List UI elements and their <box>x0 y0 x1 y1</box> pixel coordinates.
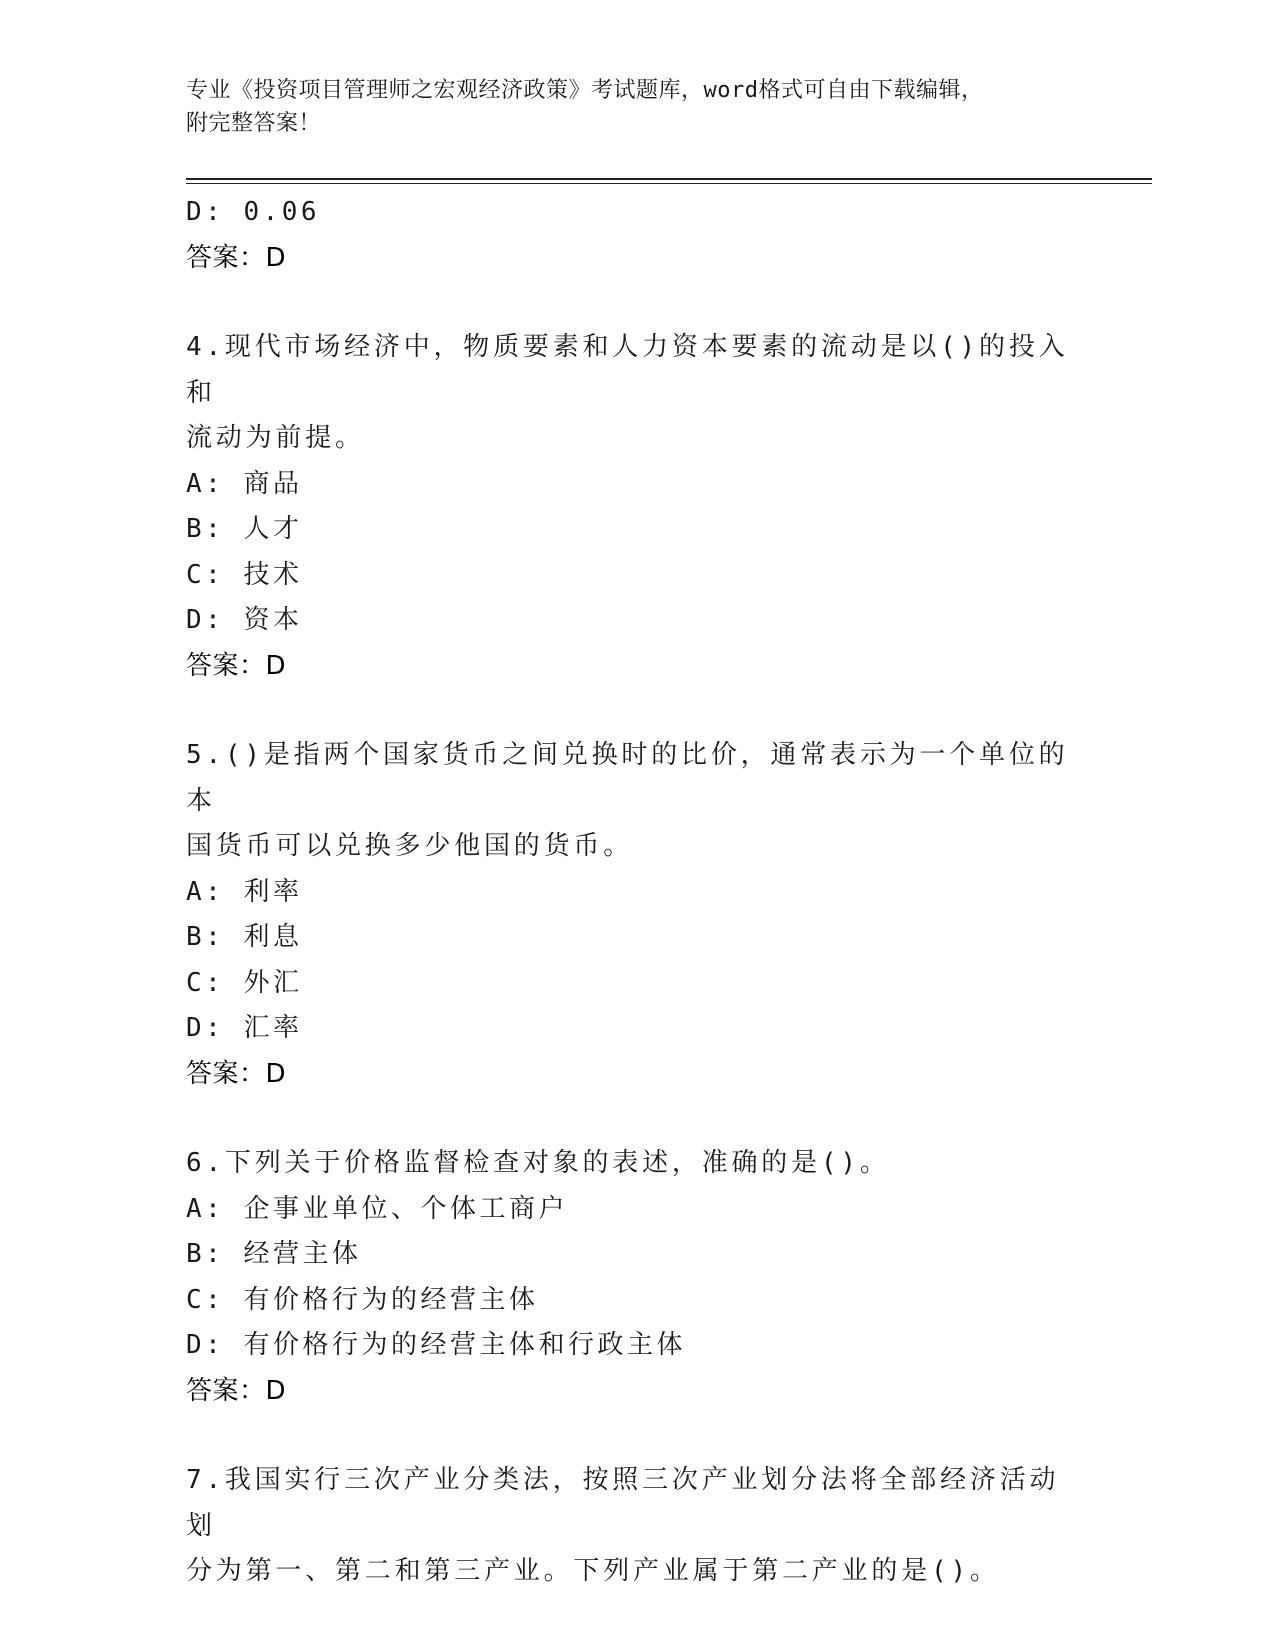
header-rule-thin <box>186 183 1152 184</box>
answer-line: 答案：D <box>186 650 287 681</box>
question-block <box>186 1141 1086 1414</box>
option-c: C: 有价格行为的经营主体 <box>186 1284 539 1315</box>
option-b: B: 经营主体 <box>186 1239 362 1269</box>
question-block <box>186 325 1086 689</box>
question-block <box>186 1458 1086 1595</box>
question-block <box>186 733 1086 1097</box>
option-d: D: 有价格行为的经营主体和行政主体 <box>186 1330 686 1360</box>
document-header <box>186 74 1066 140</box>
option-b: B: 利息 <box>186 922 303 952</box>
question-stem-line: 分为第一、第二和第三产业。下列产业属于第二产业的是()。 <box>186 1556 1000 1586</box>
question-stem-line: 6.下列关于价格监督检查对象的表述，准确的是()。 <box>186 1148 890 1178</box>
question-stem-line: 5.()是指两个国家货币之间兑换时的比价，通常表示为一个单位的本 <box>186 740 1069 816</box>
question-stem-line: 国货币可以兑换多少他国的货币。 <box>186 831 634 861</box>
question-stem-line: 7.我国实行三次产业分类法，按照三次产业划分法将全部经济活动划 <box>186 1465 1060 1541</box>
option-b: B: 人才 <box>186 514 303 544</box>
header-line-1: 专业《投资项目管理师之宏观经济政策》考试题库，word格式可自由下载编辑， <box>186 78 984 103</box>
question-stem-line: 流动为前提。 <box>186 423 365 453</box>
question-content <box>186 190 1086 1595</box>
option-d: D: 资本 <box>186 605 303 635</box>
option-c: C: 技术 <box>186 559 303 590</box>
prev-option-d: D: 0.06 <box>186 197 321 227</box>
spacer <box>186 1414 1086 1458</box>
option-c: C: 外汇 <box>186 967 303 998</box>
prev-answer: 答案：D <box>186 242 287 273</box>
header-rule-thick <box>186 178 1152 180</box>
spacer <box>186 1097 1086 1141</box>
spacer <box>186 689 1086 733</box>
question-stem-line: 4.现代市场经济中，物质要素和人力资本要素的流动是以()的投入和 <box>186 332 1069 408</box>
header-line-2: 附完整答案！ <box>186 111 322 136</box>
option-d: D: 汇率 <box>186 1013 303 1043</box>
answer-line: 答案：D <box>186 1058 287 1089</box>
option-a: A: 利率 <box>186 876 303 907</box>
answer-line: 答案：D <box>186 1375 287 1406</box>
option-a: A: 企事业单位、个体工商户 <box>186 1193 568 1224</box>
spacer <box>186 281 1086 325</box>
option-a: A: 商品 <box>186 468 303 499</box>
